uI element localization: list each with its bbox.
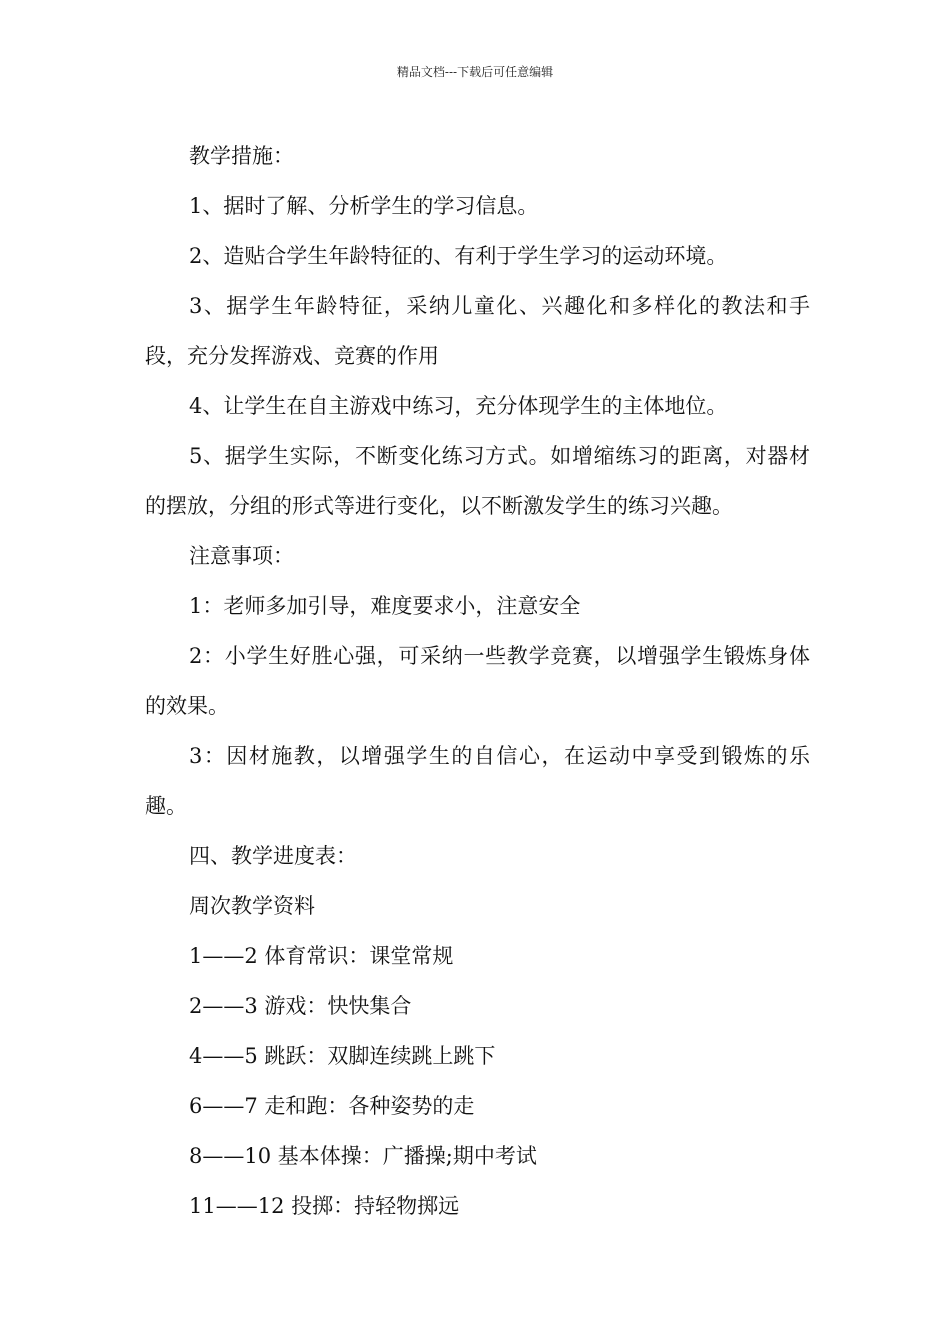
precaution-item-3: 3：因材施教，以增强学生的自信心，在运动中享受到锻炼的乐趣。 <box>145 744 810 818</box>
measure-item-4: 4、让学生在自主游戏中练习，充分体现学生的主体地位。 <box>189 394 728 418</box>
schedule-row: 11——12 投掷：持轻物掷远 <box>189 1194 460 1218</box>
document-body <box>145 131 810 1231</box>
page-header: 精品文档---下载后可任意编辑 <box>396 65 554 79</box>
schedule-row: 1——2 体育常识：课堂常规 <box>189 944 454 968</box>
measure-item-5: 5、据学生实际，不断变化练习方式。如增缩练习的距离，对器材的摆放，分组的形式等进行变化，以不断激发学生的练习兴趣。 <box>145 444 810 518</box>
precaution-item-1: 1：老师多加引导，难度要求小，注意安全 <box>189 594 581 618</box>
schedule-header: 周次教学资料 <box>189 894 315 918</box>
measure-item-1: 1、据时了解、分析学生的学习信息。 <box>189 194 539 218</box>
heading-teaching-measures: 教学措施： <box>189 144 294 168</box>
schedule-row: 4——5 跳跃：双脚连续跳上跳下 <box>189 1044 496 1068</box>
measure-item-2: 2、造贴合学生年龄特征的、有利于学生学习的运动环境。 <box>189 244 728 268</box>
measure-item-3: 3、据学生年龄特征，采纳儿童化、兴趣化和多样化的教法和手段，充分发挥游戏、竞赛的作用 <box>145 294 810 368</box>
schedule-row: 6——7 走和跑：各种姿势的走 <box>189 1094 475 1118</box>
heading-precautions: 注意事项： <box>189 544 294 568</box>
schedule-row: 8——10 基本体操：广播操;期中考试 <box>189 1144 537 1168</box>
schedule-row: 2——3 游戏：快快集合 <box>189 994 412 1018</box>
heading-schedule: 四、教学进度表： <box>189 844 357 868</box>
precaution-item-2: 2：小学生好胜心强，可采纳一些教学竞赛，以增强学生锻炼身体的效果。 <box>145 644 810 718</box>
